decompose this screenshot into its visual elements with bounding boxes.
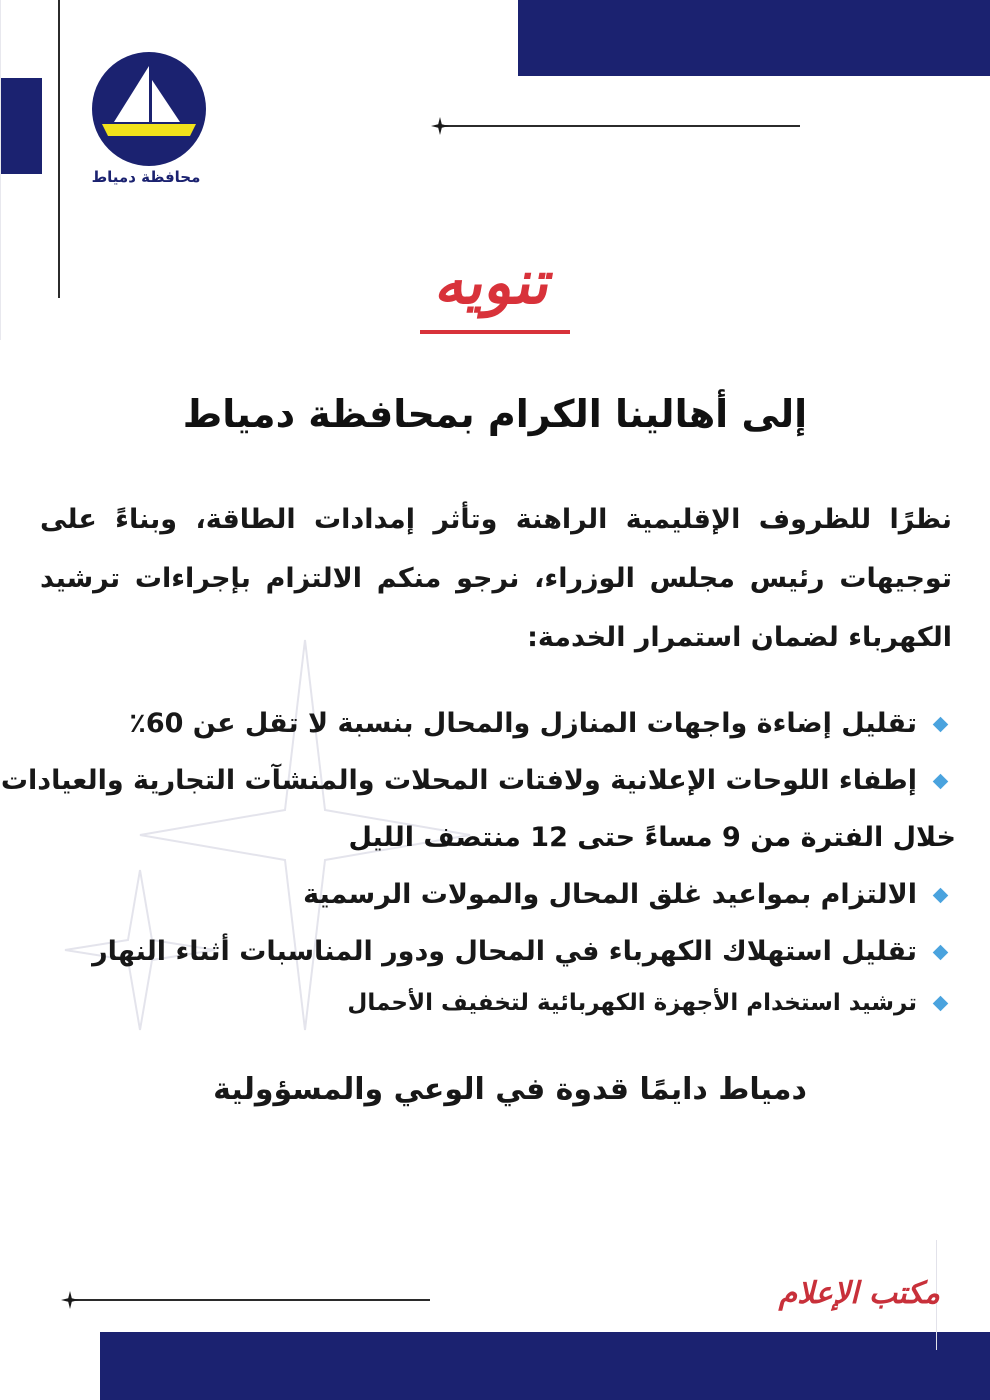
diamond-bullet-icon: [933, 774, 949, 790]
diamond-bullet-icon: [933, 888, 949, 904]
list-item: [129, 708, 946, 739]
signature-media-office: مكتب الإعلام: [778, 1276, 940, 1311]
list-item-text: الالتزام بمواعيد غلق المحال والمولات الرسمية: [303, 879, 917, 910]
bottom-decor-bar: [100, 1332, 990, 1400]
sparkle-icon-bottom: [61, 1291, 79, 1309]
diamond-bullet-icon: [933, 945, 949, 961]
diamond-bullet-icon: [933, 717, 949, 733]
logo-text: محافظة دمياط: [91, 168, 201, 186]
governorate-logo-icon: [92, 52, 206, 166]
list-item: [92, 936, 946, 967]
top-decor-bar: [518, 0, 990, 76]
bottom-divider-line: [70, 1299, 430, 1301]
slogan: دمياط دايمًا قدوة في الوعي والمسؤولية: [213, 1072, 807, 1107]
list-item-text: ترشيد استخدام الأجهزة الكهربائية لتخفيف الأحمال: [347, 990, 917, 1016]
list-item-continuation: خلال الفترة من 9 مساءً حتى 12 منتصف الليل: [348, 822, 956, 853]
intro-paragraph: نظرًا للظروف الإقليمية الراهنة وتأثر إمدادات الطاقة، وبناءً على توجيهات رئيس مجلس الوزراء، نرجو منكم الالتزام بإجراءات ترشيد الكهرباء لضمان استمرار الخدمة:: [40, 504, 952, 653]
list-item: [303, 879, 946, 910]
diamond-bullet-icon: [933, 996, 949, 1012]
sparkle-icon: [431, 117, 449, 135]
notice-title: تنويه: [431, 248, 559, 318]
greeting-heading: إلى أهالينا الكرام بمحافظة دمياط: [182, 392, 808, 436]
list-item-text: إطفاء اللوحات الإعلانية ولافتات المحلات والمنشآت التجارية والعيادات: [0, 765, 917, 796]
list-item: [347, 990, 946, 1016]
left-decor-bar: [0, 78, 42, 174]
title-underline: [420, 330, 570, 334]
list-item: [1, 765, 946, 796]
list-item-text: تقليل إضاءة واجهات المنازل والمحال بنسبة لا تقل عن 60٪: [129, 708, 917, 739]
list-item-text: تقليل استهلاك الكهرباء في المحال ودور المناسبات أثناء النهار: [92, 936, 917, 967]
top-divider-line: [440, 125, 800, 127]
